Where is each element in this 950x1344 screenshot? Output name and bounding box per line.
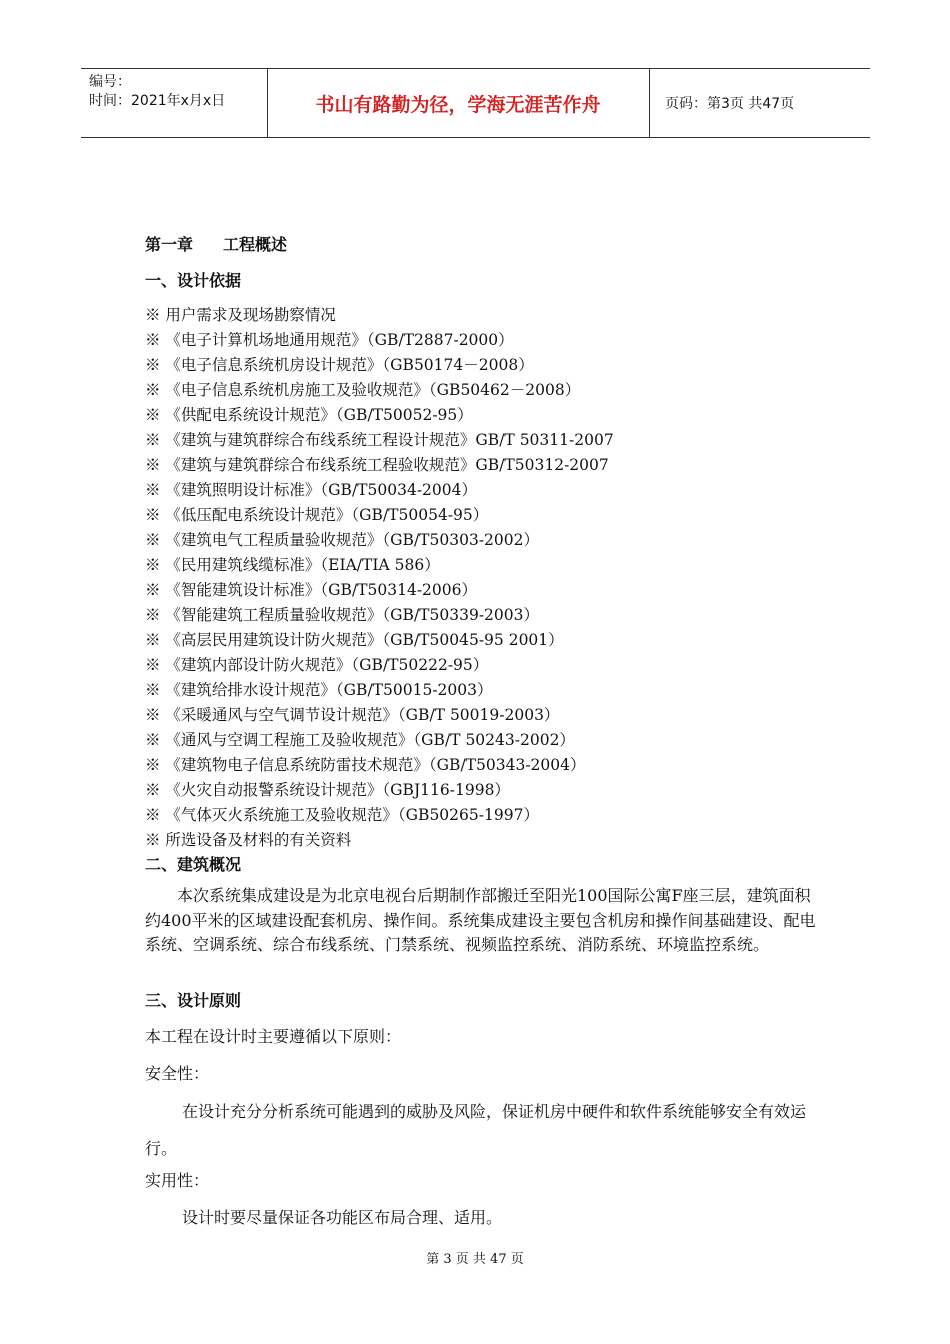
header-meta [89, 73, 225, 111]
section-heading-design-principles: 三、设计原则 [145, 991, 242, 1010]
reference-item: ※ 《电子信息系统机房设计规范》（GB50174－2008） [145, 356, 534, 374]
header-number-label: 编号： [89, 74, 131, 90]
page-footer: 第 3 页 共 47 页 [426, 1252, 524, 1267]
reference-item: ※ 《低压配电系统设计规范》（GB/T50054-95） [145, 506, 489, 524]
reference-item: ※ 《建筑物电子信息系统防雷技术规范》（GB/T50343-2004） [145, 756, 586, 774]
reference-item: ※ 《建筑内部设计防火规范》（GB/T50222-95） [145, 656, 489, 674]
reference-item: ※ 《建筑与建筑群综合布线系统工程设计规范》GB/T 50311-2007 [145, 431, 614, 449]
reference-item: ※ 《供配电系统设计规范》（GB/T50052-95） [145, 406, 473, 424]
reference-item: ※ 《电子计算机场地通用规范》（GB/T2887-2000） [145, 331, 514, 349]
reference-list [145, 303, 614, 853]
reference-item: ※ 所选设备及材料的有关资料 [145, 831, 352, 849]
reference-item: ※ 《气体灭火系统施工及验收规范》（GB50265-1997） [145, 806, 539, 824]
section-heading-building-overview: 二、建筑概况 [145, 855, 242, 874]
reference-item: ※ 《智能建筑工程质量验收规范》（GB/T50339-2003） [145, 606, 540, 624]
reference-item: ※ 《通风与空调工程施工及验收规范》（GB/T 50243-2002） [145, 731, 575, 749]
page-header [81, 68, 870, 138]
reference-item: ※ 《火灾自动报警系统设计规范》（GBJ116-1998） [145, 781, 510, 799]
reference-item: ※ 《电子信息系统机房施工及验收规范》（GB50462－2008） [145, 381, 581, 399]
reference-item: ※ 《民用建筑线缆标准》（EIA/TIA 586） [145, 556, 440, 574]
building-overview-paragraph: 本次系统集成建设是为北京电视台后期制作部搬迁至阳光100国际公寓F座三层，建筑面积约400平米的区域建设配套机房、操作间。系统集成建设主要包含机房和操作间基础建设、配电系统、空调系统、综合布线系统、门禁系统、视频监控系统、消防系统、环境监控系统。 [145, 886, 816, 954]
safety-text: 在设计充分分析系统可能遇到的威胁及风险，保证机房中硬件和软件系统能够安全有效运行。 [145, 1102, 807, 1158]
reference-item: ※ 《建筑给排水设计规范》（GB/T50015-2003） [145, 681, 493, 699]
reference-item: ※ 《采暖通风与空气调节设计规范》（GB/T 50019-2003） [145, 706, 560, 724]
safety-label: 安全性： [145, 1064, 210, 1083]
reference-item: ※ 《建筑与建筑群综合布线系统工程验收规范》GB/T50312-2007 [145, 456, 609, 474]
chapter-label: 第一章 [145, 235, 194, 254]
chapter-heading [145, 232, 287, 255]
reference-item: ※ 《建筑电气工程质量验收规范》（GB/T50303-2002） [145, 531, 540, 549]
header-divider [649, 69, 650, 137]
section-heading-design-basis: 一、设计依据 [145, 271, 242, 290]
header-motto: 书山有路勤为径，学海无涯苦作舟 [315, 93, 601, 116]
header-page-info: 页码：第3页 共47页 [665, 96, 795, 112]
header-date: 时间：2021年x月x日 [89, 93, 226, 109]
chapter-title: 工程概述 [223, 235, 288, 254]
reference-item: ※ 《智能建筑设计标准》（GB/T50314-2006） [145, 581, 478, 599]
reference-item: ※ 《高层民用建筑设计防火规范》（GB/T50045-95 2001） [145, 631, 564, 649]
principles-intro: 本工程在设计时主要遵循以下原则： [145, 1027, 402, 1046]
practicality-text: 设计时要尽量保证各功能区布局合理、适用。 [182, 1208, 503, 1227]
reference-item: ※ 用户需求及现场勘察情况 [145, 306, 336, 324]
practicality-label: 实用性： [145, 1171, 210, 1190]
reference-item: ※ 《建筑照明设计标准》（GB/T50034-2004） [145, 481, 478, 499]
